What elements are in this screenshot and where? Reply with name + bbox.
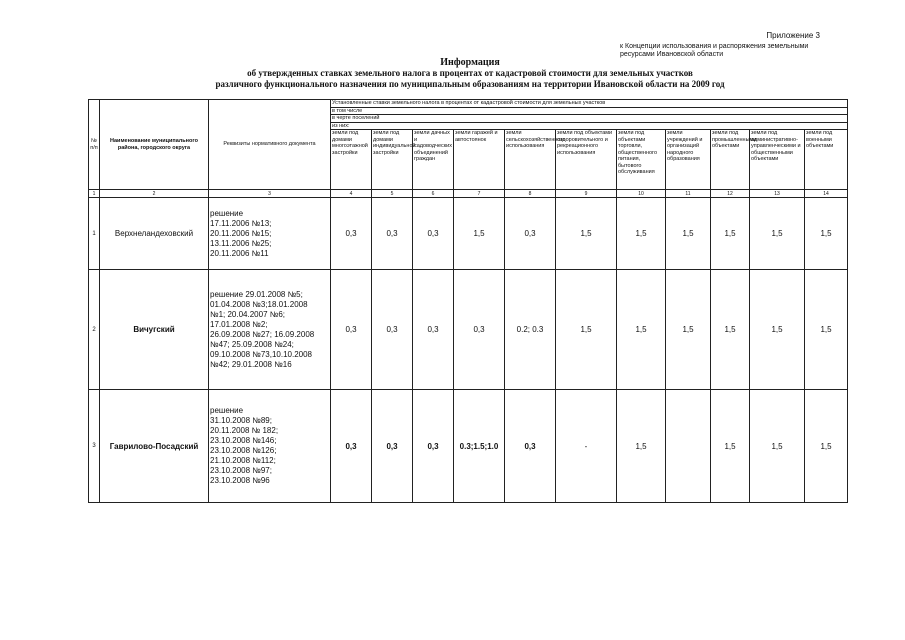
column-number: 7 bbox=[454, 190, 505, 198]
column-number: 2 bbox=[100, 190, 209, 198]
rate-cell-col-8: 0,3 bbox=[505, 198, 556, 270]
header-col-4: земли под домами многоэтажной застройки bbox=[331, 130, 372, 190]
column-number: 11 bbox=[666, 190, 711, 198]
rate-cell-col-8: 0,3 bbox=[505, 390, 556, 503]
column-number: 1 bbox=[89, 190, 100, 198]
table-row bbox=[89, 390, 848, 503]
rate-cell-col-9: - bbox=[556, 390, 617, 503]
column-number: 4 bbox=[331, 190, 372, 198]
rate-cell-col-11 bbox=[666, 390, 711, 503]
heading-line-2: об утвержденных ставках земельного налога в процентах от кадастровой стоимости для земельных участков bbox=[247, 68, 693, 78]
heading-line-3: различного функционального назначения по муниципальным образованиям на территории Ивановской области на 2009 год bbox=[215, 79, 725, 89]
rate-cell-col-4: 0,3 bbox=[331, 270, 372, 390]
rate-cell-col-14: 1,5 bbox=[805, 198, 848, 270]
header-of-them: из них: bbox=[331, 122, 848, 130]
column-number: 12 bbox=[711, 190, 750, 198]
rate-cell-col-13: 1,5 bbox=[750, 198, 805, 270]
normative-document: решение 17.11.2006 №13; 20.11.2006 №15; 13.11.2006 №25; 20.11.2006 №11 bbox=[209, 198, 331, 270]
header-col-13: земли под административно-управленческими и общественными объектами bbox=[750, 130, 805, 190]
rate-cell-col-10: 1,5 bbox=[617, 198, 666, 270]
table-row bbox=[89, 198, 848, 270]
column-number: 5 bbox=[372, 190, 413, 198]
header-col-9: земли под объектами оздоровительного и рекреационного использования bbox=[556, 130, 617, 190]
header-within: в черте поселений bbox=[331, 115, 848, 123]
column-number: 9 bbox=[556, 190, 617, 198]
rate-cell-col-7: 1,5 bbox=[454, 198, 505, 270]
appendix-note bbox=[600, 32, 820, 59]
rate-cell-col-9: 1,5 bbox=[556, 198, 617, 270]
rate-cell-col-6: 0,3 bbox=[413, 390, 454, 503]
rate-cell-col-10: 1,5 bbox=[617, 270, 666, 390]
row-number: 1 bbox=[89, 198, 100, 270]
header-num: № п/п bbox=[89, 100, 100, 190]
rate-cell-col-12: 1,5 bbox=[711, 390, 750, 503]
header-group: Установленные ставки земельного налога в процентах от кадастровой стоимости для земельных участков bbox=[331, 100, 848, 108]
tax-rates-table bbox=[88, 99, 848, 503]
normative-document: решение 31.10.2008 №89; 20.11.2008 № 182; 23.10.2008 №146; 23.10.2008 №126; 21.10.2008 №112; 23.10.2008 №97; 23.10.2008 №96 bbox=[209, 390, 331, 503]
appendix-title: Приложение 3 bbox=[766, 31, 820, 40]
municipality-name: Вичугский bbox=[100, 270, 209, 390]
header-doc: Реквизиты нормативного документа bbox=[209, 100, 331, 190]
municipality-name: Верхнеландеховский bbox=[100, 198, 209, 270]
header-col-11: земли учреждений и организаций народного образования bbox=[666, 130, 711, 190]
rate-cell-col-11: 1,5 bbox=[666, 270, 711, 390]
column-number: 3 bbox=[209, 190, 331, 198]
appendix-subtitle: к Концепции использования и распоряжения земельными ресурсами Ивановской области bbox=[620, 43, 809, 58]
rate-cell-col-7: 0,3 bbox=[454, 270, 505, 390]
header-col-14: земли под военными объектами bbox=[805, 130, 848, 190]
normative-document: решение 29.01.2008 №5; 01.04.2008 №3;18.01.2008 №1; 20.04.2007 №6; 17.01.2008 №2; 26.09.2008 №27; 16.09.2008 №47; 25.09.2008 №24; 09.10.2008 №73,10.10.2008 №42; 29.01.2008 №16 bbox=[209, 270, 331, 390]
header-col-10: земли под объектами торговли, общественного питания, бытового обслуживания bbox=[617, 130, 666, 190]
rate-cell-col-11: 1,5 bbox=[666, 198, 711, 270]
column-number: 13 bbox=[750, 190, 805, 198]
rate-cell-col-5: 0,3 bbox=[372, 198, 413, 270]
header-col-5: земли под домами индивидуальной застройки bbox=[372, 130, 413, 190]
document-heading bbox=[90, 57, 850, 90]
header-including: в том числе bbox=[331, 107, 848, 115]
rate-cell-col-5: 0,3 bbox=[372, 390, 413, 503]
rate-cell-col-14: 1,5 bbox=[805, 390, 848, 503]
rate-cell-col-10: 1,5 bbox=[617, 390, 666, 503]
rate-cell-col-13: 1,5 bbox=[750, 390, 805, 503]
header-col-7: земли гаражей и автостоянок bbox=[454, 130, 505, 190]
rate-cell-col-8: 0.2; 0.3 bbox=[505, 270, 556, 390]
rate-cell-col-7: 0.3;1.5;1.0 bbox=[454, 390, 505, 503]
row-number: 3 bbox=[89, 390, 100, 503]
header-col-12: земли под промышленными объектами bbox=[711, 130, 750, 190]
header-col-6: земли дачных и садоводческих объединений граждан bbox=[413, 130, 454, 190]
table-row bbox=[89, 270, 848, 390]
column-number: 10 bbox=[617, 190, 666, 198]
rate-cell-col-4: 0,3 bbox=[331, 390, 372, 503]
rate-cell-col-14: 1,5 bbox=[805, 270, 848, 390]
rate-cell-col-6: 0,3 bbox=[413, 270, 454, 390]
heading-title: Информация bbox=[440, 57, 500, 68]
column-number: 6 bbox=[413, 190, 454, 198]
column-number: 14 bbox=[805, 190, 848, 198]
header-name: Наименование муниципального района, городского округа bbox=[100, 100, 209, 190]
rate-cell-col-5: 0,3 bbox=[372, 270, 413, 390]
rate-cell-col-12: 1,5 bbox=[711, 198, 750, 270]
rate-cell-col-4: 0,3 bbox=[331, 198, 372, 270]
rate-cell-col-9: 1,5 bbox=[556, 270, 617, 390]
rate-cell-col-12: 1,5 bbox=[711, 270, 750, 390]
rate-cell-col-13: 1,5 bbox=[750, 270, 805, 390]
column-number: 8 bbox=[505, 190, 556, 198]
municipality-name: Гаврилово-Посадский bbox=[100, 390, 209, 503]
row-number: 2 bbox=[89, 270, 100, 390]
header-col-8: земли сельскохозяйственного использования bbox=[505, 130, 556, 190]
rate-cell-col-6: 0,3 bbox=[413, 198, 454, 270]
